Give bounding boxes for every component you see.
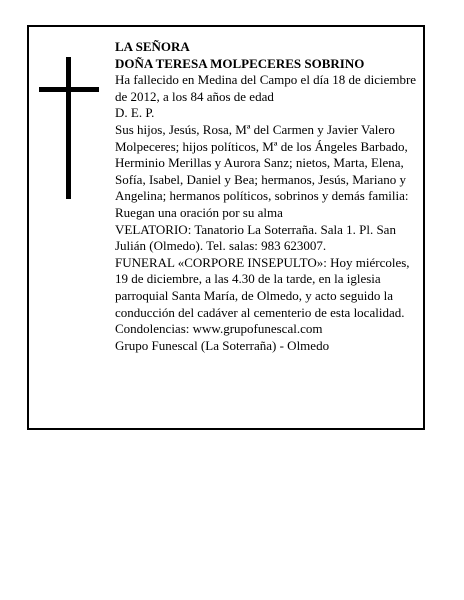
velatorio-info: VELATORIO: Tanatorio La Soterraña. Sala 1. Pl. San Julián (Olmedo). Tel. salas: 983 623007. — [115, 221, 396, 254]
cross-vertical-bar — [66, 57, 71, 199]
death-info: Ha fallecido en Medina del Campo el día 18 de diciembre de 2012, a los 84 años de edad — [115, 72, 417, 104]
cross-horizontal-bar — [39, 87, 99, 92]
deceased-name: DOÑA TERESA MOLPECERES SOBRINO — [115, 55, 365, 71]
condolences-line: Condolencias: www.grupofunescal.com — [115, 321, 323, 337]
funeral-home: Grupo Funescal (La Soterraña) - Olmedo — [115, 337, 330, 353]
funeral-info: FUNERAL «CORPORE INSEPULTO»: Hoy miércoles, 19 de diciembre, a las 4.30 de la tarde, en la iglesia parroquial Santa María, de Olmedo, y acto seguido la conducción del cadáver al cementerio de esta localidad. — [115, 254, 410, 320]
family-list: Sus hijos, Jesús, Rosa, Mª del Carmen y Javier Valero Molpeceres; hijos políticos, Mª de los Ángeles Barbado, Herminio Merillas y Aurora Sanz; nietos, Marta, Elena, Sofía, Isabel, Daniel y Bea; hermanos, Jesús, Mariano y Angelina; hermanos políticos, sobrinos y demás familia: — [115, 121, 409, 204]
obituary-text — [115, 39, 423, 354]
prayer-request: Ruegan una oración por su alma — [115, 204, 283, 220]
obituary-notice — [27, 25, 425, 430]
latin-cross-icon — [39, 57, 99, 199]
heading-line-1: LA SEÑORA — [115, 39, 190, 54]
dep-abbreviation: D. E. P. — [115, 105, 155, 121]
